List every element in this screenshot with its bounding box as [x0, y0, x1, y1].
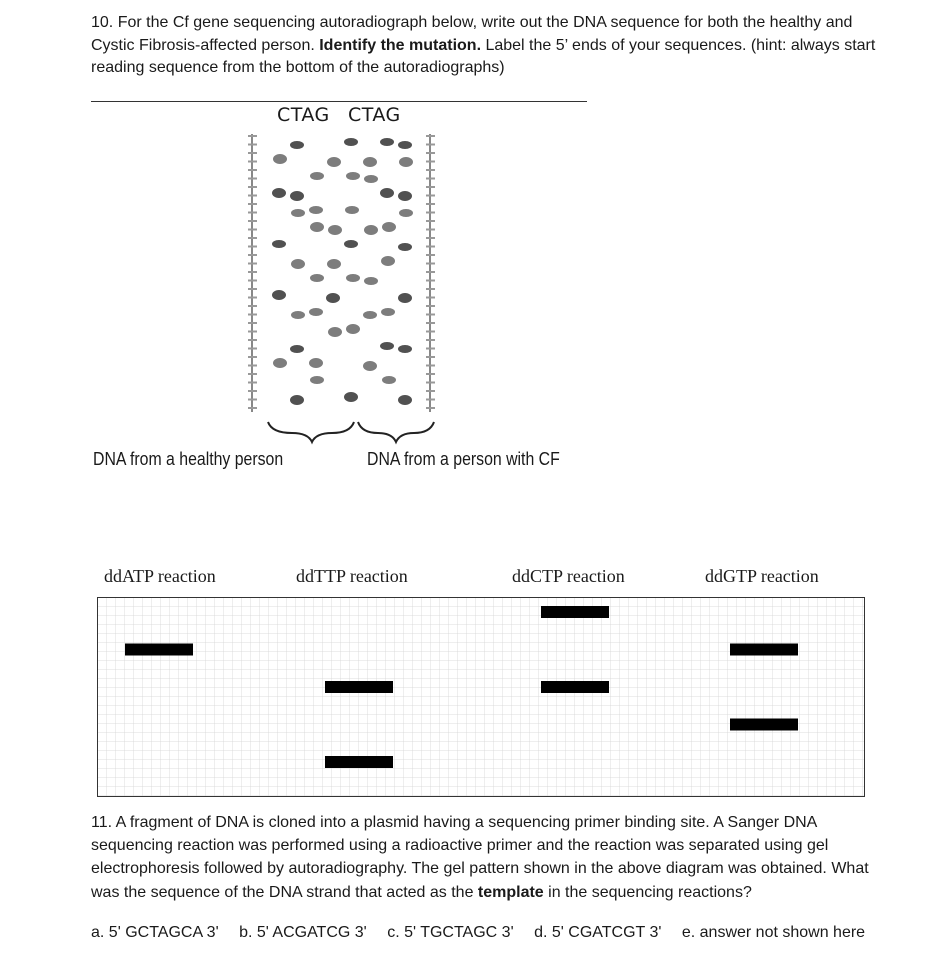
autoradiograph-image: [240, 100, 440, 445]
choice-d[interactable]: d. 5' CGATCGT 3': [534, 924, 662, 941]
q10-text-start: 10. For the Cf gene sequencing autoradiograph below, write out the DNA sequence for both the healthy and Cystic Fibrosis-affected person.: [91, 14, 853, 54]
choice-b[interactable]: b. 5' ACGATCG 3': [239, 924, 367, 941]
q10-text-end: Label the 5’ ends of your sequences. (hint: always start reading sequence from the bottom of the autoradiographs): [91, 36, 876, 76]
choice-e[interactable]: e. answer not shown here: [681, 924, 866, 941]
q11-text-end: in the sequencing reactions?: [543, 883, 752, 901]
gel-band-t-2: [325, 681, 393, 693]
q10-bold-instruction: Identify the mutation.: [319, 36, 482, 54]
caption-cf: DNA from a person with CF: [367, 449, 560, 469]
gel-band-g-3: [730, 719, 798, 731]
q11-text-start: 11. A fragment of DNA is cloned into a plasmid having a sequencing primer binding site. A Sanger DNA sequencing reaction was performed using a radioactive primer and the reaction was separated using gel electrophoresis followed by autoradiography. The gel pattern shown in the above diagram was obtained. What was the sequence of the DNA strand that acted as the: [91, 814, 869, 901]
gel-band-c-0: [541, 606, 609, 618]
reaction-label-a: ddATP reaction: [104, 566, 216, 586]
gel-band-a-1: [125, 644, 193, 656]
gel-grid: [97, 597, 865, 797]
reaction-label-c: ddCTP reaction: [512, 566, 625, 586]
answer-choices: [91, 924, 891, 942]
reaction-label-g: ddGTP reaction: [705, 566, 819, 586]
choice-c[interactable]: c. 5' TGCTAGC 3': [387, 924, 514, 941]
gel-band-t-4: [325, 756, 393, 768]
lane-label-healthy: CTAG: [277, 104, 330, 126]
reaction-label-t: ddTTP reaction: [296, 566, 408, 586]
lane-label-cf: CTAG: [348, 104, 401, 126]
question-10: [91, 12, 891, 80]
q11-bold-template: template: [477, 883, 544, 901]
question-11: [91, 811, 891, 904]
gel-band-c-2: [541, 681, 609, 693]
caption-healthy: DNA from a healthy person: [93, 449, 284, 469]
sequencing-gel: [97, 597, 865, 797]
choice-a[interactable]: a. 5' GCTAGCA 3': [91, 924, 219, 941]
autoradiograph-figure: [240, 100, 440, 445]
gel-band-g-1: [730, 644, 798, 656]
